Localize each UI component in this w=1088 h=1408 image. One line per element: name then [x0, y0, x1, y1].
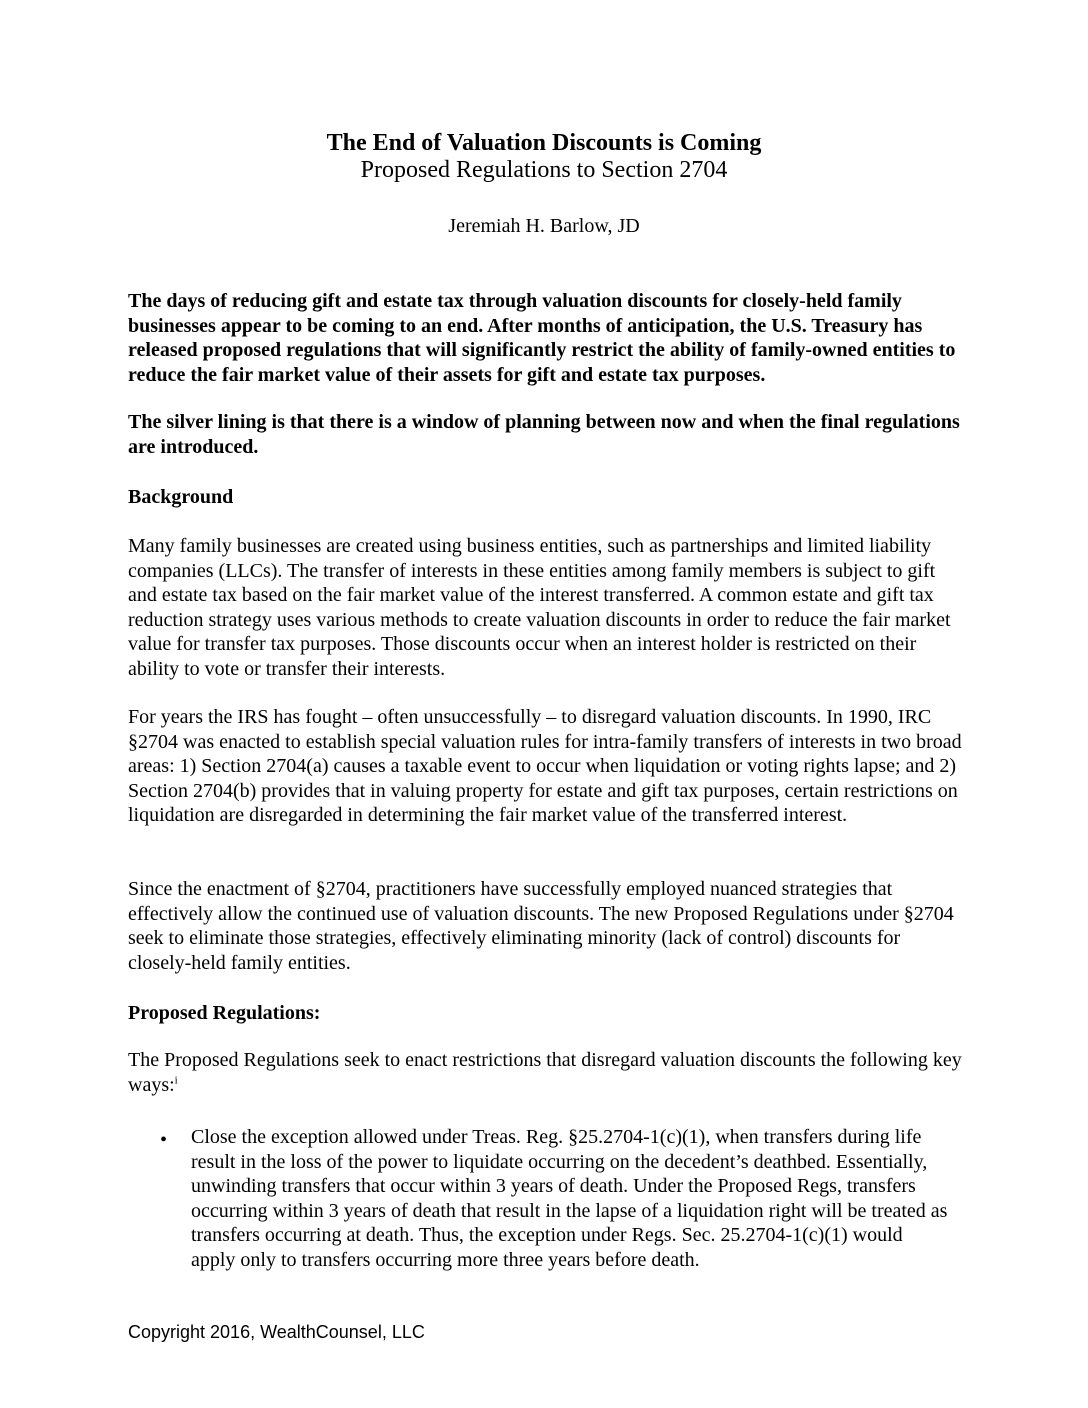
background-heading: Background — [128, 486, 234, 508]
footnote-marker: i — [174, 1073, 178, 1086]
document-author: Jeremiah H. Barlow, JD — [448, 215, 640, 237]
bullet-item-1: Close the exception allowed under Treas. Reg. §25.2704-1(c)(1), when transfers during life result in the loss of the power to liquidate occurring on the decedent’s deathbed. Essentially, unwinding transfers that occur within 3 years of death. Under the Proposed Regs, transfers occurring within 3 years of death that result in the lapse of a liquidation right will be treated as transfers occurring at death. Thus, the exception under Regs. Sec. 25.2704-1(c)(1) would apply only to transfers occurring more three years before death. — [191, 1126, 948, 1271]
silver-lining-paragraph: The silver lining is that there is a window of planning between now and when the final regulations are introduced. — [128, 411, 960, 458]
background-paragraph-3: Since the enactment of §2704, practitioners have successfully employed nuanced strategies that effectively allow the continued use of valuation discounts. The new Proposed Regulations under §2704 seek to eliminate those strategies, effectively eliminating minority (lack of control) discounts for closely-held family entities. — [128, 878, 954, 974]
intro-paragraph: The days of reducing gift and estate tax through valuation discounts for closely-held family businesses appear to be coming to an end. After months of anticipation, the U.S. Treasury has released proposed regulations that will significantly restrict the ability of family-owned entities to reduce the fair market value of their assets for gift and estate tax purposes. — [128, 290, 956, 386]
proposed-intro-paragraph — [128, 1048, 968, 1097]
document-subtitle: Proposed Regulations to Section 2704 — [360, 157, 728, 183]
background-paragraph-2: For years the IRS has fought – often unsuccessfully – to disregard valuation discounts. In 1990, IRC §2704 was enacted to establish special valuation rules for intra-family transfers of interests in two broad areas: 1) Section 2704(a) causes a taxable event to occur when liquidation or voting rights lapse; and 2) Section 2704(b) provides that in valuing property for estate and gift tax purposes, certain restrictions on liquidation are disregarded in determining the fair market value of the transferred interest. — [128, 706, 962, 827]
document-title: The End of Valuation Discounts is Coming — [326, 130, 762, 156]
bullet-dot-icon: • — [160, 1129, 168, 1151]
copyright-footer: Copyright 2016, WealthCounsel, LLC — [128, 1322, 425, 1342]
proposed-intro-text: The Proposed Regulations seek to enact restrictions that disregard valuation discounts the following key ways: — [128, 1049, 962, 1096]
proposed-regulations-heading: Proposed Regulations: — [128, 1002, 321, 1024]
background-paragraph-1: Many family businesses are created using business entities, such as partnerships and limited liability companies (LLCs). The transfer of interests in these entities among family members is subject to gift and estate tax based on the fair market value of the interest transferred. A common estate and gift tax reduction strategy uses various methods to create valuation discounts in order to reduce the fair market value for transfer tax purposes. Those discounts occur when an interest holder is restricted on their ability to vote or transfer their interests. — [128, 535, 951, 680]
